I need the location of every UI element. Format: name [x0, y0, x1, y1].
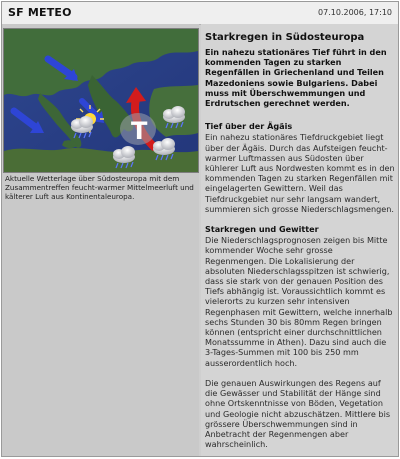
brand-title: SF METEO	[8, 6, 72, 19]
timestamp: 07.10.2006, 17:10	[318, 8, 392, 17]
section-paragraph: Die genauen Auswirkungen des Regens auf die Gewässer und Stabilität der Hänge sind ohne Ortskenntnisse von Böden, Vegetation und Geologie nicht abzuschätzen. Mittlere bis grössere Überschwemmungen sind in Anbetracht der Regenmengen aber wahrscheinlich.	[205, 377, 391, 450]
article-lead: Ein nahezu stationäres Tief führt in den kommenden Tagen zu starken Regenfällen in Griechenland und Teilen Mazedoniens sowie Bulgariens. Dabei muss mit Überschwemmungen und Erdrutschen gerechnet werden.	[205, 47, 387, 109]
article-column	[201, 24, 398, 456]
weather-map	[3, 28, 199, 173]
section-paragraph: Die Niederschlagsprognosen zeigen bis Mitte kommender Woche sehr grosse Regenmengen. Die Lokalisierung der absoluten Niederschlagsspitzen ist schwierig, dass sie stark von der genauen Position des Tiefs abhängig ist. Voraussichtlich kommt es vielerorts zu kurzen sehr intensiven Regenphasen mit Gewittern, welche innerhalb sechs Stunden 30 bis 80mm Regen bringen können (entspricht einer durchschnittlichen Monatssumme in Athen). Dazu sind auch die 3-Tages-Summen mit 100 bis 250 mm ausserordentlich hoch.	[205, 235, 393, 368]
article-content	[205, 32, 395, 459]
map-caption: Aktuelle Wetterlage über Südosteuropa mit dem Zusammentreffen feucht-warmer Mittelmeerluft und kälterer Luft aus Kontinentaleuropa.	[5, 174, 194, 201]
low-pressure-symbol	[120, 113, 156, 145]
header-bar	[2, 2, 398, 25]
weather-article-frame	[1, 1, 399, 457]
section-heading: Tief über der Ägäis	[205, 121, 293, 132]
section-heading: Starkregen und Gewitter	[205, 224, 319, 235]
section-paragraph: Ein nahezu stationäres Tiefdruckgebiet liegt über der Ägäis. Durch das Aufsteigen feucht-warmer Luftmassen aus Südosten über kühlerer Luft aus Nordwesten kommt es in den kommenden Tagen zu starken Regenfällen mit eingelagerten Gewittern. Weil das Tiefdruckgebiet nur sehr langsam wandert, summieren sich grosse Niederschlagsmengen.	[205, 132, 395, 214]
svg-text:T: T	[131, 117, 148, 145]
article-title: Starkregen in Südosteuropa	[205, 32, 365, 43]
left-column	[2, 24, 199, 456]
